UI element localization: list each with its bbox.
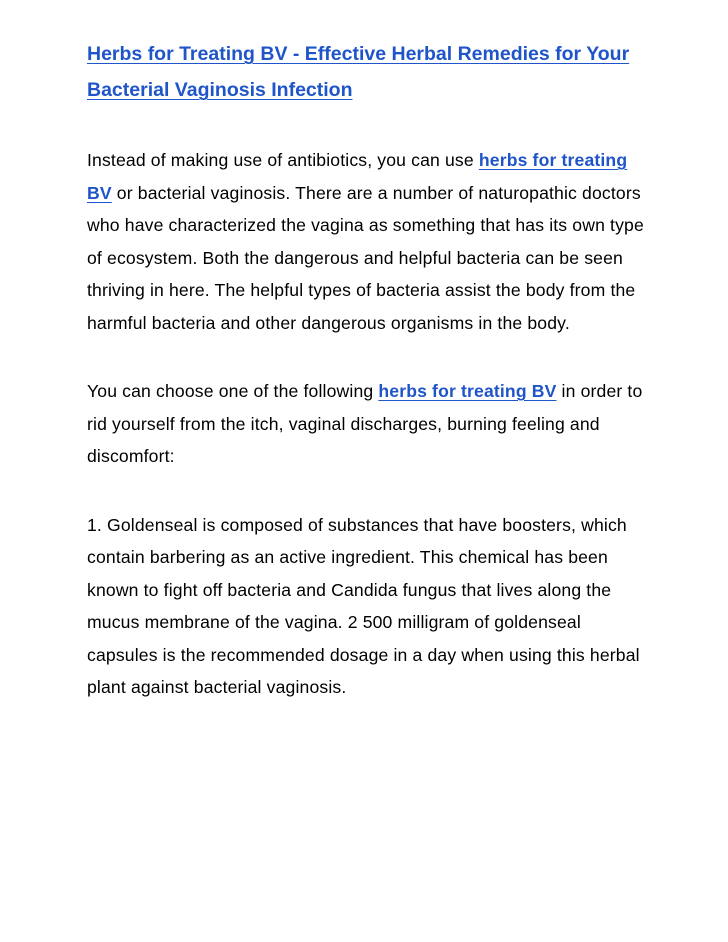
document-title[interactable] <box>87 36 647 108</box>
document-page <box>87 36 647 704</box>
title-link[interactable]: Herbs for Treating BV - Effective Herbal Remedies for Your Bacterial Vaginosis Infection <box>87 43 630 101</box>
paragraph-intro <box>87 144 647 339</box>
herbs-for-treating-bv-link-2[interactable]: herbs for treating BV <box>378 381 557 401</box>
paragraph-choose-text-start: You can choose one of the following <box>87 381 379 401</box>
paragraph-goldenseal: 1. Goldenseal is composed of substances that have boosters, which contain barbering as an active ingredient. This chemical has been known to fight off bacteria and Candida fungus that lives along the mucus membrane of the vagina. 2 500 milligram of goldenseal capsules is the recommended dosage in a day when using this herbal plant against bacterial vaginosis. <box>87 514 640 697</box>
paragraph-choose <box>87 375 647 473</box>
paragraph-intro-text-end: or bacterial vaginosis. There are a number of naturopathic doctors who have characterized the vagina as something that has its own type of ecosystem. Both the dangerous and helpful bacteria can be seen thriving in here. The helpful types of bacteria assist the body from the harmful bacteria and other dangerous organisms in the body. <box>87 182 644 333</box>
paragraph-choose-text-end: in order to rid yourself from the itch, vaginal discharges, burning feeling and discomfort: <box>87 381 643 466</box>
paragraph-intro-text-start: Instead of making use of antibiotics, you can use <box>87 150 479 170</box>
herbs-for-treating-bv-link[interactable]: herbs for treating BV <box>87 150 628 203</box>
